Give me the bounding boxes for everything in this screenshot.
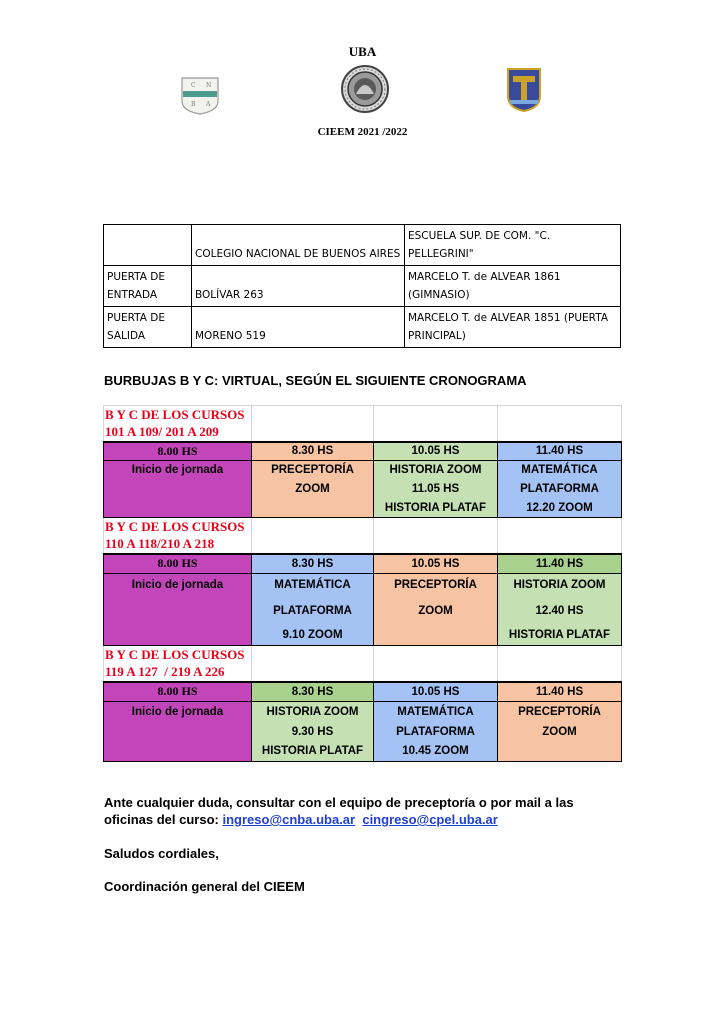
schedule-row [104, 702, 622, 722]
group-title-row [104, 518, 622, 554]
program-subtitle: CIEEM 2021 /2022 [317, 126, 408, 138]
time-cell: 8.00 HS [104, 554, 252, 574]
schedule-cell [104, 742, 252, 762]
time-row [104, 682, 622, 702]
schedule-cell: HISTORIA ZOOM [374, 461, 498, 480]
table-cell: COLEGIO NACIONAL DE BUENOS AIRES [192, 225, 405, 266]
schedule-row [104, 742, 622, 762]
contact-paragraph: Ante cualquier duda, consultar con el equipo de preceptoría o por mail a las oficinas del curso: ingreso@cnba.uba.ar cingreso@cpel.uba.ar [104, 795, 574, 827]
schedule-row [104, 461, 622, 480]
schedule-cell: MATEMÁTICA [498, 461, 622, 480]
group-title-row [104, 406, 622, 442]
schedule-cell: 9.30 HS [252, 722, 374, 742]
schedule-row [104, 596, 622, 626]
schedule-cell: ZOOM [252, 480, 374, 499]
group-title-row [104, 646, 622, 682]
cpel-shield-logo [506, 66, 542, 112]
schedule-cell: HISTORIA ZOOM [252, 702, 374, 722]
schedule-row [104, 480, 622, 499]
schedule-cell [104, 596, 252, 626]
schedule-cell [104, 499, 252, 518]
schedule-table [103, 405, 622, 762]
svg-text:N: N [206, 82, 212, 89]
schedule-cell: PLATAFORMA [374, 722, 498, 742]
schedule-cell: MATEMÁTICA [252, 574, 374, 596]
schedule-cell: Inicio de jornada [104, 461, 252, 480]
schedule-cell [104, 626, 252, 646]
time-cell: 8.00 HS [104, 442, 252, 461]
time-cell: 10.05 HS [374, 554, 498, 574]
schedule-heading: BURBUJAS B Y C: VIRTUAL, SEGÚN EL SIGUIENTE CRONOGRAMA [104, 373, 527, 388]
schedule-cell: PLATAFORMA [498, 480, 622, 499]
schedule-cell: HISTORIA ZOOM [498, 574, 622, 596]
time-cell: 8.30 HS [252, 554, 374, 574]
svg-text:A: A [206, 101, 211, 108]
table-cell: MORENO 519 [192, 307, 405, 348]
time-cell: 11.40 HS [498, 682, 622, 702]
schedule-cell: HISTORIA PLATAF [252, 742, 374, 762]
table-row [104, 307, 621, 348]
schedule-row [104, 574, 622, 596]
schedule-cell: PRECEPTORÍA [374, 574, 498, 596]
schedule-cell: PRECEPTORÍA [498, 702, 622, 722]
schedule-cell [374, 626, 498, 646]
schedule-row [104, 626, 622, 646]
table-cell: ESCUELA SUP. DE COM. "C. PELLEGRINI" [405, 225, 621, 266]
group-title: B Y C DE LOS CURSOS 101 A 109/ 201 A 209 [104, 406, 252, 442]
schedule-cell: 12.20 ZOOM [498, 499, 622, 518]
cnba-shield-logo [180, 75, 220, 115]
time-cell: 8.30 HS [252, 682, 374, 702]
schedule-cell: HISTORIA PLATAF [498, 626, 622, 646]
schedule-cell: Inicio de jornada [104, 574, 252, 596]
table-row [104, 266, 621, 307]
schedule-cell: ZOOM [374, 596, 498, 626]
time-cell: 11.40 HS [498, 554, 622, 574]
signature: Coordinación general del CIEEM [104, 879, 305, 894]
schedule-cell: 11.05 HS [374, 480, 498, 499]
time-cell: 8.30 HS [252, 442, 374, 461]
schedule-cell: 10.45 ZOOM [374, 742, 498, 762]
table-cell: PUERTA DE SALIDA [104, 307, 192, 348]
schedule-cell: MATEMÁTICA [374, 702, 498, 722]
group-title: B Y C DE LOS CURSOS 110 A 118/210 A 218 [104, 518, 252, 554]
table-cell: PUERTA DE ENTRADA [104, 266, 192, 307]
schedule-cell: Inicio de jornada [104, 702, 252, 722]
svg-text:C: C [191, 82, 196, 89]
schedule-cell: 9.10 ZOOM [252, 626, 374, 646]
schedule-cell: PLATAFORMA [252, 596, 374, 626]
schedule-cell: 12.40 HS [498, 596, 622, 626]
email-link-cnba[interactable]: ingreso@cnba.uba.ar [222, 812, 356, 827]
table-cell: MARCELO T. de ALVEAR 1861 (GIMNASIO) [405, 266, 621, 307]
table-row [104, 225, 621, 266]
time-cell: 8.00 HS [104, 682, 252, 702]
schedule-cell: PRECEPTORÍA [252, 461, 374, 480]
schedule-cell [104, 480, 252, 499]
svg-text:B: B [191, 101, 196, 108]
schedule-cell [252, 499, 374, 518]
schedule-row [104, 722, 622, 742]
table-cell: BOLÍVAR 263 [192, 266, 405, 307]
time-cell: 11.40 HS [498, 442, 622, 461]
group-title: B Y C DE LOS CURSOS 119 A 127 / 219 A 226 [104, 646, 252, 682]
time-cell: 10.05 HS [374, 442, 498, 461]
time-row [104, 442, 622, 461]
schedule-cell [498, 742, 622, 762]
schedule-cell: HISTORIA PLATAF [374, 499, 498, 518]
table-cell: MARCELO T. de ALVEAR 1851 (PUERTA PRINCIPAL) [405, 307, 621, 348]
schedule-row [104, 499, 622, 518]
entry-exit-table [103, 224, 621, 348]
table-cell [104, 225, 192, 266]
schedule-cell: ZOOM [498, 722, 622, 742]
email-link-cpel[interactable]: cingreso@cpel.uba.ar [362, 812, 498, 827]
schedule-cell [104, 722, 252, 742]
org-title: UBA [348, 44, 377, 59]
uba-seal-logo [338, 64, 392, 114]
time-cell: 10.05 HS [374, 682, 498, 702]
greeting: Saludos cordiales, [104, 846, 219, 861]
time-row [104, 554, 622, 574]
